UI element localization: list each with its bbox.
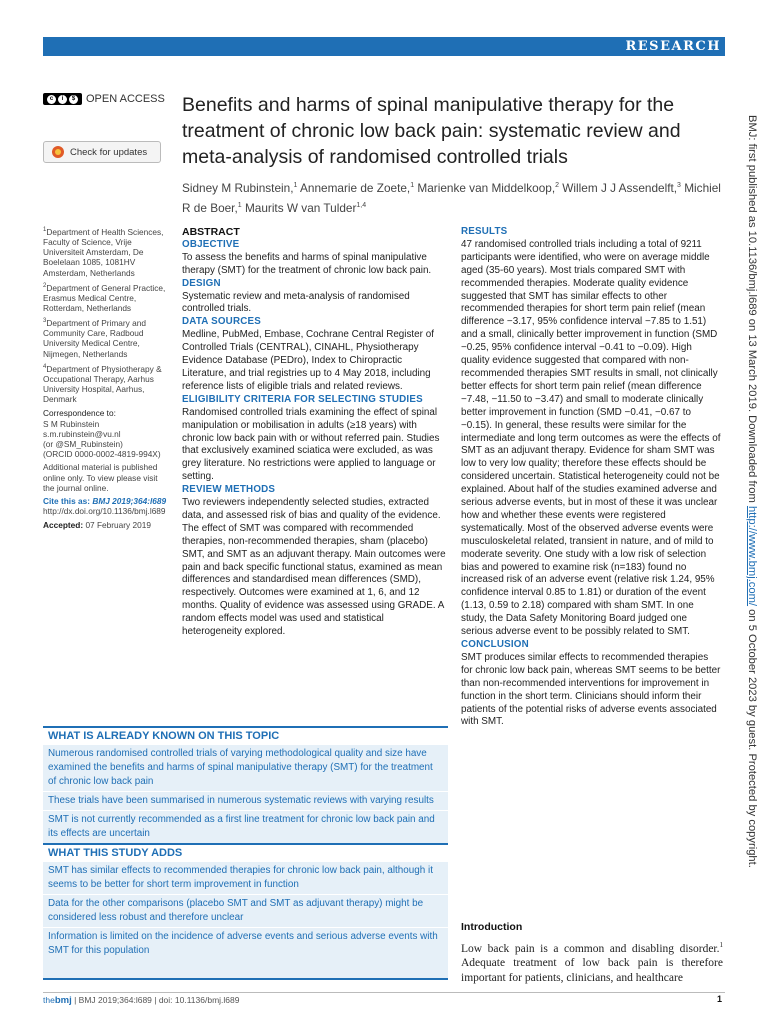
list-item: Numerous randomised controlled trials of varying methodological quality and size have examined the benefits and harms of spinal manipulative therapy (SMT) for the treatment of chronic low back pain bbox=[43, 744, 448, 791]
footer-citation: | BMJ 2019;364:l689 | doi: 10.1136/bmj.l689 bbox=[71, 995, 240, 1005]
author[interactable]: Annemarie de Zoete,$^1$ bbox=[300, 180, 415, 195]
article-title: Benefits and harms of spinal manipulative therapy for the treatment of chronic low back pain: systematic review and meta-analysis of randomised controlled trials bbox=[182, 94, 681, 168]
affiliation: $^1$Department of Health Sciences, Faculty of Science, Vrije Universiteit Amsterdam, De Boelelaan 1085, 1081HV Amsterdam, Netherlands bbox=[43, 226, 164, 278]
list-item: Information is limited on the incidence of adverse events and serious adverse events with SMT for this population bbox=[43, 927, 448, 960]
list-item: SMT has similar effects to recommended therapies for chronic low back pain, although it seems to be better for short term improvement in function bbox=[43, 861, 448, 894]
adds-heading: WHAT THIS STUDY ADDS bbox=[43, 843, 448, 861]
introduction-text: Adequate treatment of low back pain is therefore important for patients, clinicians, and healthcare bbox=[461, 957, 723, 984]
additional-material-note: Additional material is published online only. To view please visit the journal online. bbox=[43, 462, 158, 493]
affiliation: $^2$Department of General Practice, Erasmus Medical Centre, Rotterdam, Netherlands bbox=[43, 282, 166, 313]
creative-commons-icon: c i $ bbox=[43, 93, 82, 105]
section-label: RESEARCH bbox=[625, 39, 721, 54]
copyright-sidebar: BMJ: first published as 10.1136/bmj.l689 on 13 March 2019. Downloaded from http://www.bmj.com/ on 5 October 2023 by guest. Protected by copyright. bbox=[746, 115, 758, 868]
abstract-design: Systematic review and meta-analysis of randomised controlled trials. bbox=[182, 290, 410, 315]
list-item: Data for the other comparisons (placebo SMT and SMT as adjuvant therapy) might be considered less robust and therefore unclear bbox=[43, 894, 448, 927]
list-item: These trials have been summarised in numerous systematic reviews with varying results bbox=[43, 791, 448, 810]
abstract-column-2 bbox=[461, 226, 721, 729]
introduction-heading: Introduction bbox=[461, 921, 523, 933]
correspondence-name: S M Rubinstein bbox=[43, 418, 100, 429]
abstract-data-sources: Medline, PubMed, Embase, Cochrane Central Register of Controlled Trials (CENTRAL), CINAHL, Physiotherapy Evidence Database (PEDro), Index to Chiropractic Literature, and trial registries up to 4 May 2018, including reference lists of eligible trials and related reviews. bbox=[182, 329, 434, 392]
abstract-conclusion: SMT produces similar effects to recommended therapies for chronic low back pain, whereas SMT seems to be better than non-recommended interventions for improvement in function in the short term. Clinicians should inform their patients of the potential risks of adverse events associated with SMT. bbox=[461, 651, 721, 728]
known-heading: WHAT IS ALREADY KNOWN ON THIS TOPIC bbox=[43, 728, 448, 744]
author[interactable]: Marienke van Middelkoop,$^2$ bbox=[417, 180, 560, 195]
section-heading: CONCLUSION bbox=[461, 639, 529, 650]
affiliation: $^4$Department of Physiotherapy & Occupational Therapy, Aarhus University Hospital, Aarhus, Denmark bbox=[43, 363, 162, 405]
abstract-eligibility: Randomised controlled trials examining the effect of spinal manipulation or mobilisation in adults (≥18 years) with chronic low back pain with or without referred pain. Studies that exclusively examined sciatica were excluded, as was grey literature. No restrictions were applied to language or setting. bbox=[182, 406, 440, 483]
footer-divider bbox=[43, 992, 725, 993]
page-footer bbox=[43, 995, 239, 1006]
abstract-review-methods: Two reviewers independently selected studies, extracted data, and assessed risk of bias and quality of the evidence. The effect of SMT was compared with recommended therapies, non-recommended therapies, sham (placebo) SMT, and SMT as an adjuvant therapy. Main outcomes were pain and back specific functional status, examined as mean differences and standardised mean differences (SMD), respectively. Outcomes were examined at 1, 6, and 12 months. Quality of evidence was assessed using GRADE. A random effects model was used and statistical heterogeneity explored. bbox=[182, 497, 446, 638]
correspondence-orcid: (ORCID 0000-0002-4819-994X) bbox=[43, 449, 161, 460]
reference-marker[interactable]: 1 bbox=[719, 940, 723, 949]
check-for-updates-label: Check for updates bbox=[70, 146, 148, 158]
correspondence bbox=[43, 408, 171, 459]
list-item: SMT is not currently recommended as a first line treatment for chronic low back pain and its effects are uncertain bbox=[43, 810, 448, 843]
correspondence-twitter: (or @SM_Rubinstein) bbox=[43, 438, 123, 449]
check-for-updates-button[interactable] bbox=[43, 141, 161, 163]
section-heading: OBJECTIVE bbox=[182, 238, 240, 250]
correspondence-email[interactable]: s.m.rubinstein@vu.nl bbox=[43, 428, 121, 439]
correspondence-label: Correspondence to: bbox=[43, 408, 116, 419]
accepted-date: Accepted: 07 February 2019 bbox=[43, 520, 151, 531]
open-access-label: OPEN ACCESS bbox=[86, 93, 165, 105]
section-heading: DATA SOURCES bbox=[182, 316, 261, 328]
affiliation: $^3$Department of Primary and Community Care, Radboud University Medical Centre, Nijmegen, Netherlands bbox=[43, 317, 146, 359]
page-number: 1 bbox=[716, 994, 722, 1004]
author[interactable]: Michiel R de Boer,$^1$ bbox=[182, 180, 721, 215]
introduction-text: Low back pain is a common and disabling disorder. bbox=[461, 942, 720, 955]
section-banner bbox=[43, 37, 725, 56]
section-heading: REVIEW METHODS bbox=[182, 484, 276, 496]
adds-list bbox=[43, 861, 448, 960]
affiliations-column bbox=[43, 225, 171, 534]
section-heading: ELIGIBILITY CRITERIA FOR SELECTING STUDIES bbox=[182, 393, 423, 405]
introduction bbox=[461, 920, 723, 985]
summary-box bbox=[43, 726, 448, 980]
author[interactable]: Sidney M Rubinstein,$^1$ bbox=[182, 180, 298, 195]
author-list bbox=[182, 177, 727, 217]
abstract-column-1 bbox=[182, 226, 446, 639]
cite-this-as: Cite this as: BMJ 2019;364:l689 http://dx.doi.org/10.1136/bmj.l689 bbox=[43, 495, 167, 517]
abstract-objective: To assess the benefits and harms of spinal manipulative therapy (SMT) for the treatment of chronic low back pain. bbox=[182, 251, 432, 276]
section-heading: DESIGN bbox=[182, 277, 221, 289]
abstract-results: 47 randomised controlled trials including a total of 9211 participants were identified, who were on average middle aged (35-60 years). Most trials compared SMT with recommended therapies. Moderate quality evidence suggested that SMT has similar effects to other recommended therapies for short term pain relief (mean difference −3.17, 95% confidence interval −7.85 to 1.51) and a small, clinically better improvement in function (SMD −0.25, 95% confidence interval −0.41 to −0.09). High quality evidence suggested that compared with non-recommended therapies SMT results in small, not clinically better effects for short term pain relief (mean difference −7.48, −11.50 to −3.47) and small to moderate clinically better improvement in function (SMD −0.41, −0.67 to −0.15). In general, these results were similar for the intermediate and long term outcomes as were the effects of SMT as an adjuvant therapy. Evidence for sham SMT was low to very low quality; therefore these effects should be considered uncertain. Statistical heterogeneity could not be explained. About half of the studies examined adverse and serious adverse events, but in most of these it was unclear how and whether these events were registered systematically. Most of the observed adverse events were musculoskeletal related, transient in nature, and of mild to moderate severity. One study with a low risk of selection bias and powered to examine risk (n=183) found no increased risk of an adverse event (relative risk 1.24, 95% confidence interval 0.85 to 1.81) or duration of the event (1.13, 0.59 to 2.18) compared with sham SMT. In one study, the Data Safety Monitoring Board judged one serious adverse event to be possibly related to SMT. bbox=[461, 238, 721, 638]
author[interactable]: Willem J J Assendelft,$^3$ bbox=[562, 180, 681, 195]
section-heading: RESULTS bbox=[461, 226, 508, 237]
crossmark-icon bbox=[52, 146, 64, 158]
author[interactable]: Maurits W van Tulder$^{1,4}$ bbox=[244, 200, 367, 215]
known-list bbox=[43, 744, 448, 843]
abstract-heading: ABSTRACT bbox=[182, 226, 240, 238]
doi-link[interactable]: http://dx.doi.org/10.1136/bmj.l689 bbox=[43, 506, 166, 517]
bmj-link[interactable]: http://www.bmj.com/ bbox=[746, 505, 758, 607]
open-access-badge bbox=[43, 93, 165, 105]
journal-logo: thebmj bbox=[43, 995, 72, 1006]
